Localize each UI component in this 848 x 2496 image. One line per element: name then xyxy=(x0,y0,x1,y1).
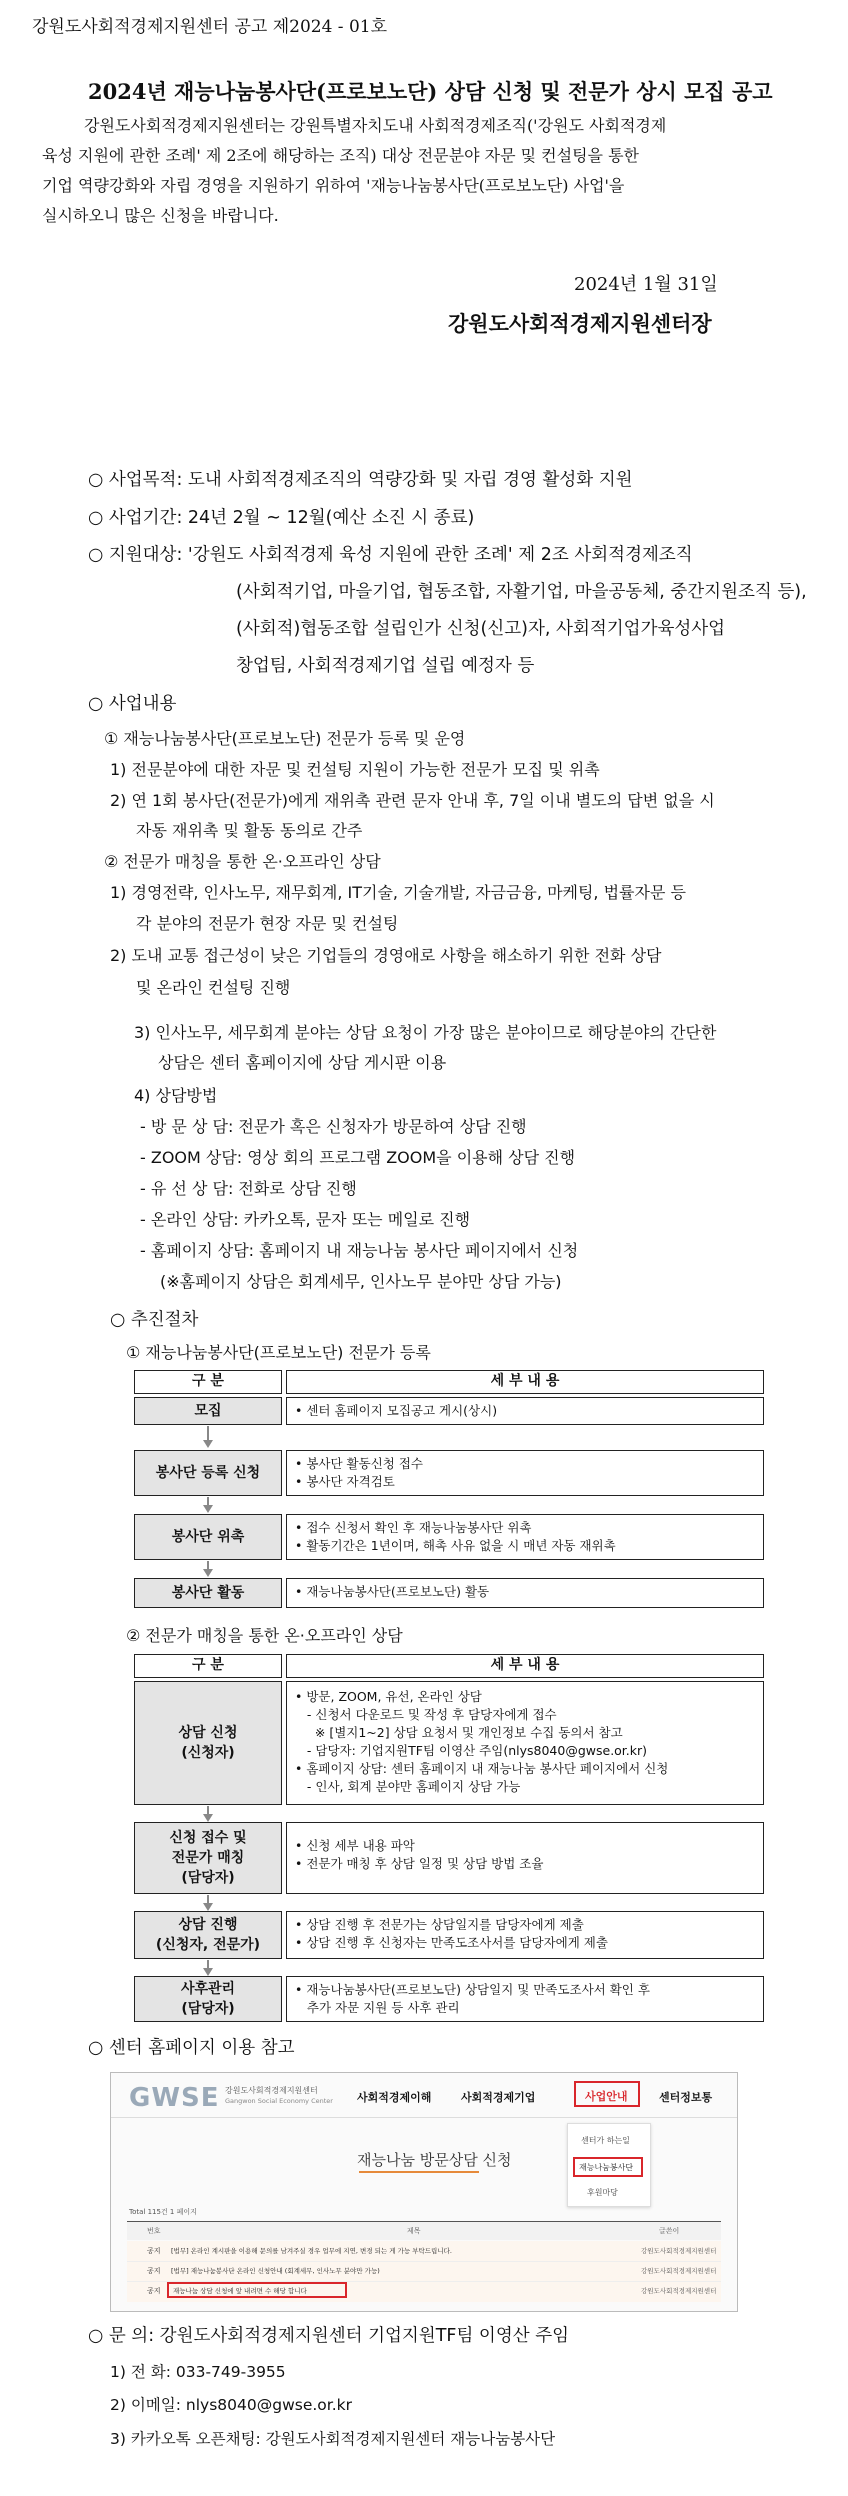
intro-line-2: 육성 지원에 관한 조례' 제 2조에 해당하는 조직) 대상 전문분야 자문 및 컨설팅을 통한 xyxy=(42,146,639,165)
homepage-screenshot xyxy=(110,2072,738,2312)
dropdown-item-2[interactable]: 재능나눔봉사단 xyxy=(579,2163,634,2172)
board-row-3-author: 강원도사회적경제지원센터 xyxy=(641,2287,717,2295)
board-row-1-author: 강원도사회적경제지원센터 xyxy=(641,2247,717,2255)
business-s2-item4: 4) 상담방법 xyxy=(134,1086,218,1105)
board-header-bg xyxy=(127,2222,721,2240)
table2-stage-progress xyxy=(134,1911,282,1959)
period-line: ○ 사업기간: 24년 2월 ~ 12월(예산 소진 시 종료) xyxy=(88,508,475,528)
business-s2-item1-line2: 각 분야의 전문가 현장 자문 및 컨설팅 xyxy=(136,914,399,933)
dropdown-item-1[interactable]: 센터가 하는일 xyxy=(581,2136,630,2145)
intro-line-4: 실시하오니 많은 신청을 바랍니다. xyxy=(42,206,279,225)
board-row-1-no: 공지 xyxy=(147,2247,161,2255)
gwse-logo-sub2: Gangwon Social Economy Center xyxy=(225,2097,333,2105)
table1-detail-appoint xyxy=(286,1514,764,1560)
table2-stage-apply xyxy=(134,1681,282,1805)
business-s1-item1: 1) 전문분야에 대한 자문 및 컨설팅 지원이 가능한 전문가 모집 및 위촉 xyxy=(110,760,600,779)
board-row-2-no: 공지 xyxy=(147,2267,161,2275)
board-row-2-author: 강원도사회적경제지원센터 xyxy=(641,2267,717,2275)
method-zoom: - ZOOM 상담: 영상 회의 프로그램 ZOOM을 이용해 상담 진행 xyxy=(140,1148,576,1167)
target-line-1: ○ 지원대상: '강원도 사회적경제 육성 지원에 관한 조례' 제 2조 사회적경제조직 xyxy=(88,545,693,565)
board-row-1-title[interactable]: [법무] 온라인 계시판을 이용해 문의를 남겨주실 경우 업무에 지연, 변경 되는 게 가능 부탁드립니다. xyxy=(171,2247,452,2255)
business-s1-heading: ① 재능나눔봉사단(프로보노단) 전문가 등록 및 운영 xyxy=(104,729,466,748)
table2-detail-apply-4: - 담당자: 기업지원TF팀 이영산 주임(nlys8040@gwse.or.kr) xyxy=(295,1743,648,1758)
business-s1-item2-line2: 자동 재위촉 및 활동 동의로 간주 xyxy=(136,821,363,840)
board-row-3-title[interactable]: 재능나눔 상담 신청에 앞 내려면 수 해당 합니다 xyxy=(173,2287,307,2295)
gwse-logo-sub1: 강원도사회적경제지원센터 xyxy=(225,2086,318,2095)
table2-detail-apply-6: - 인사, 회계 분야만 홈페이지 상담 가능 xyxy=(295,1779,521,1794)
table2-stage-match-3: (담당자) xyxy=(181,1870,235,1886)
purpose-line: ○ 사업목적: 도내 사회적경제조직의 역량강화 및 자립 경영 활성화 지원 xyxy=(88,470,633,490)
business-s2-heading: ② 전문가 매칭을 통한 온·오프라인 상담 xyxy=(104,852,381,871)
table1-detail-appoint-2: • 활동기간은 1년이며, 해촉 사유 없을 시 매년 자동 재위촉 xyxy=(295,1538,616,1553)
table1-stage-register: 봉사단 등록 신청 xyxy=(134,1450,282,1496)
page-title-underline xyxy=(359,2171,479,2173)
business-s1-item2-line1: 2) 연 1회 봉사단(전문가)에게 재위촉 관련 문자 안내 후, 7일 이내 별도의 답변 없을 시 xyxy=(110,791,715,810)
intro-line-1: 강원도사회적경제지원센터는 강원특별자치도내 사회적경제조직('강원도 사회적경제 xyxy=(84,116,667,135)
target-line-2: (사회적기업, 마을기업, 협동조합, 자활기업, 마을공동체, 중간지원조직 등), xyxy=(236,582,807,602)
table2-stage-followup-2: (담당자) xyxy=(181,2001,235,2017)
table2-stage-apply-2: (신청자) xyxy=(181,1745,235,1761)
table2-stage-apply-1: 상담 신청 xyxy=(178,1725,238,1741)
table2-detail-match-1: • 신청 세부 내용 파악 xyxy=(295,1838,415,1853)
table2-stage-match xyxy=(134,1822,282,1894)
method-online: - 온라인 상담: 카카오톡, 문자 또는 메일로 진행 xyxy=(140,1210,471,1229)
target-line-4: 창업팀, 사회적경제기업 설립 예정자 등 xyxy=(236,656,535,676)
contact-email[interactable]: 2) 이메일: nlys8040@gwse.or.kr xyxy=(110,2396,352,2414)
notice-date: 2024년 1월 31일 xyxy=(574,274,718,295)
board-col-no: 번호 xyxy=(147,2227,161,2235)
table2-detail-match-2: • 전문가 매칭 후 상담 일정 및 상담 방법 조율 xyxy=(295,1856,544,1871)
table2-detail-apply xyxy=(286,1681,764,1805)
board-row-3-no: 공지 xyxy=(147,2287,161,2295)
table2-detail-apply-1: • 방문, ZOOM, 유선, 온라인 상담 xyxy=(295,1689,482,1704)
nav-divider xyxy=(111,2117,737,2118)
target-line-3: (사회적)협동조합 설립인가 신청(신고)자, 사회적기업가육성사업 xyxy=(236,619,726,639)
table2-detail-progress-1: • 상담 진행 후 전문가는 상담일지를 담당자에게 제출 xyxy=(295,1917,584,1932)
table2-detail-followup-1: • 재능나눔봉사단(프로보노단) 상담일지 및 만족도조사서 확인 후 xyxy=(295,1982,650,1997)
method-visit: - 방 문 상 담: 전문가 혹은 신청자가 방문하여 상담 진행 xyxy=(140,1117,527,1136)
table1-detail-register-1: • 봉사단 활동신청 접수 xyxy=(295,1456,423,1471)
board-row-2-title[interactable]: [법무] 재능나눔봉사단 온라인 신청안내 (회계세무, 인사노무 분야만 가능) xyxy=(171,2267,380,2275)
table1-detail-appoint-1: • 접수 신청서 확인 후 재능나눔봉사단 위촉 xyxy=(295,1520,532,1535)
table2-detail-followup xyxy=(286,1976,764,2022)
table1-detail-register-2: • 봉사단 자격검토 xyxy=(295,1474,395,1489)
table2-detail-progress-2: • 상담 진행 후 신청자는 만족도조사서를 담당자에게 제출 xyxy=(295,1935,608,1950)
table1-stage-recruit: 모집 xyxy=(134,1397,282,1425)
table2-stage-followup-1: 사후관리 xyxy=(180,1981,236,1997)
page-title: 재능나눔 방문상담 신청 xyxy=(357,2151,512,2169)
table2-stage-match-2: 전문가 매칭 xyxy=(171,1850,245,1866)
table2-col-detail: 세 부 내 용 xyxy=(286,1654,764,1678)
table2-col-stage: 구 분 xyxy=(134,1654,282,1678)
dropdown-item-3[interactable]: 후원마당 xyxy=(587,2188,618,2197)
method-homepage: - 홈페이지 상담: 홈페이지 내 재능나눔 봉사단 페이지에서 신청 xyxy=(140,1241,579,1260)
notice-title: 2024년 재능나눔봉사단(프로보노단) 상담 신청 및 전문가 상시 모집 공고 xyxy=(88,79,773,104)
table1-detail-activity xyxy=(286,1578,764,1608)
board-col-author: 글쓴이 xyxy=(659,2227,680,2235)
business-s2-item3-line1: 3) 인사노무, 세무회계 분야는 상담 요청이 가장 많은 분야이므로 해당분야의 간단한 xyxy=(134,1023,717,1042)
procedure-heading: ○ 추진절차 xyxy=(110,1310,199,1330)
nav-item-2[interactable]: 사회적경제기업 xyxy=(461,2091,536,2104)
table1-heading: ① 재능나눔봉사단(프로보노단) 전문가 등록 xyxy=(126,1343,431,1362)
table2-detail-apply-5: • 홈페이지 상담: 센터 홈페이지 내 재능나눔 봉사단 페이지에서 신청 xyxy=(295,1761,669,1776)
table1-detail-activity-1: • 재능나눔봉사단(프로보노단) 활동 xyxy=(295,1584,490,1599)
contact-heading: ○ 문 의: 강원도사회적경제지원센터 기업지원TF팀 이영산 주임 xyxy=(88,2326,570,2346)
table2-detail-apply-3: ※ [별지1~2] 상담 요청서 및 개인정보 수집 동의서 참고 xyxy=(295,1725,623,1740)
table1-detail-recruit-1: • 센터 홈페이지 모집공고 게시(상시) xyxy=(295,1403,498,1418)
table2-stage-match-1: 신청 접수 및 xyxy=(169,1830,247,1846)
table1-stage-activity: 봉사단 활동 xyxy=(134,1578,282,1608)
table2-stage-progress-1: 상담 진행 xyxy=(178,1917,238,1933)
homepage-heading: ○ 센터 홈페이지 이용 참고 xyxy=(88,2038,295,2058)
business-s2-item3-line2: 상담은 센터 홈페이지에 상담 게시판 이용 xyxy=(158,1053,447,1072)
table2-stage-progress-2: (신청자, 전문가) xyxy=(155,1937,261,1953)
board-col-title: 제목 xyxy=(407,2227,421,2235)
table1-col-detail: 세 부 내 용 xyxy=(286,1370,764,1394)
notice-number: 강원도사회적경제지원센터 공고 제2024 - 01호 xyxy=(32,17,388,37)
intro-line-3: 기업 역량강화와 자립 경영을 지원하기 위하여 '재능나눔봉사단(프로보노단) 사업'을 xyxy=(42,176,625,195)
method-homepage-note: (※홈페이지 상담은 회계세무, 인사노무 분야만 상담 가능) xyxy=(160,1272,562,1291)
business-s2-item2-line2: 및 온라인 컨설팅 진행 xyxy=(136,978,291,997)
method-phone: - 유 선 상 담: 전화로 상담 진행 xyxy=(140,1179,357,1198)
nav-item-4[interactable]: 센터정보통 xyxy=(659,2091,713,2104)
nav-item-1[interactable]: 사회적경제이해 xyxy=(357,2091,432,2104)
contact-kakao: 3) 카카오톡 오픈채팅: 강원도사회적경제지원센터 재능나눔봉사단 xyxy=(110,2430,556,2448)
gwse-logo: GWSE xyxy=(129,2083,220,2113)
business-s2-item1-line1: 1) 경영전략, 인사노무, 재무회계, IT기술, 기술개발, 자금금융, 마케팅, 법률자문 등 xyxy=(110,883,686,902)
issuer-name: 강원도사회적경제지원센터장 xyxy=(448,311,712,336)
table2-stage-followup xyxy=(134,1976,282,2022)
business-heading: ○ 사업내용 xyxy=(88,694,177,714)
table2-heading: ② 전문가 매칭을 통한 온·오프라인 상담 xyxy=(126,1626,403,1645)
table2-detail-progress xyxy=(286,1911,764,1959)
table1-detail-register xyxy=(286,1450,764,1496)
board-total: Total 115건 1 페이지 xyxy=(129,2208,197,2216)
nav-item-3[interactable]: 사업안내 xyxy=(585,2090,628,2103)
table2-detail-followup-2: 추가 자문 지원 등 사후 관리 xyxy=(295,2000,460,2015)
table2-detail-apply-2: - 신청서 다운로드 및 작성 후 담당자에게 접수 xyxy=(295,1707,557,1722)
table2-detail-match xyxy=(286,1822,764,1894)
table1-detail-recruit xyxy=(286,1397,764,1425)
table1-stage-appoint: 봉사단 위촉 xyxy=(134,1514,282,1560)
business-s2-item2-line1: 2) 도내 교통 접근성이 낮은 기업들의 경영애로 사항을 해소하기 위한 전화 상담 xyxy=(110,946,662,965)
table1-col-stage: 구 분 xyxy=(134,1370,282,1394)
contact-phone: 1) 전 화: 033-749-3955 xyxy=(110,2363,286,2381)
